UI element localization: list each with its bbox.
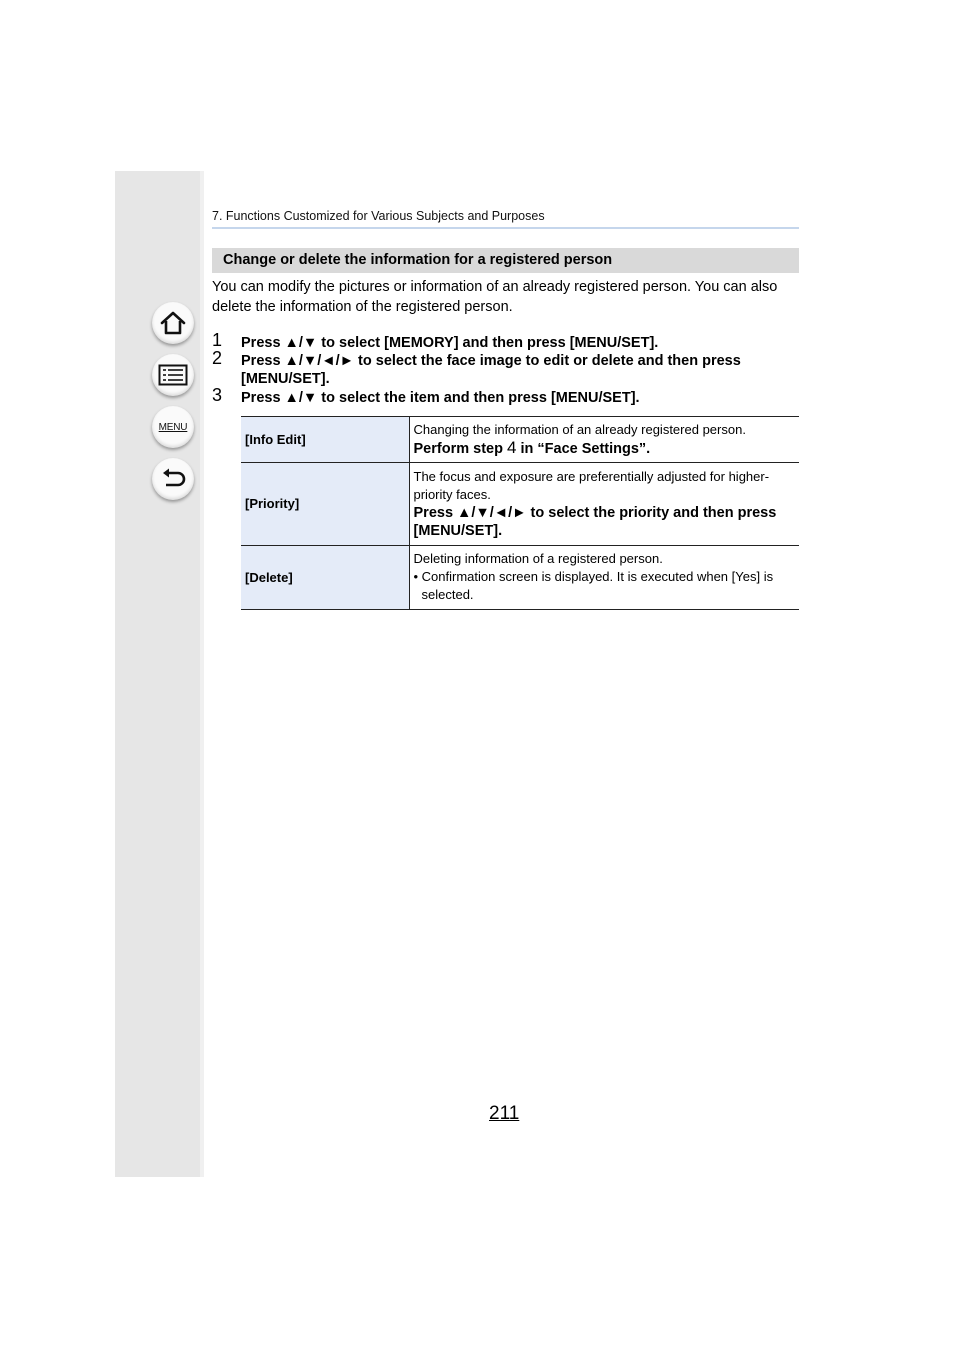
- note-bullet: • Confirmation screen is displayed. It is executed when [Yes] is selected.: [413, 569, 774, 602]
- list-icon: [158, 364, 188, 386]
- back-button[interactable]: [152, 458, 194, 500]
- table-row: [241, 463, 799, 546]
- description-text: Changing the information of an already registered person.: [413, 421, 746, 437]
- sidebar-edge: [200, 171, 204, 1177]
- step-text: Press ▲/▼ to select [MEMORY] and then press [MENU/SET].: [241, 335, 659, 351]
- option-name: [Priority]: [241, 463, 409, 546]
- home-button[interactable]: [152, 302, 194, 344]
- instruction-text: Press ▲/▼/◄/► to select the priority and then press [MENU/SET].: [413, 504, 777, 539]
- home-icon: [159, 310, 187, 336]
- table-row: [241, 546, 799, 610]
- menu-label: MENU: [158, 421, 188, 433]
- description-text: The focus and exposure are preferentially adjusted for higher-priority faces.: [413, 468, 770, 502]
- table-row: [241, 417, 799, 463]
- running-head: 7. Functions Customized for Various Subjects and Purposes: [212, 209, 799, 229]
- options-table: [241, 416, 799, 610]
- option-description: [409, 417, 799, 463]
- section-title: Change or delete the information for a registered person: [212, 248, 799, 273]
- step-text: Press ▲/▼ to select the item and then press [MENU/SET].: [241, 390, 640, 406]
- step-reference-number: 4: [506, 437, 517, 457]
- step-number: 1: [212, 330, 223, 350]
- instruction-prefix: Perform step: [413, 440, 507, 457]
- step-number: 2: [212, 348, 223, 368]
- instruction-suffix: in “Face Settings”.: [516, 440, 651, 457]
- instruction-text: [414, 439, 796, 458]
- option-description: [409, 546, 799, 610]
- option-name: [Delete]: [241, 546, 409, 610]
- step-text: Press ▲/▼/◄/► to select the face image to edit or delete and then press [MENU/SET].: [241, 353, 741, 387]
- contents-button[interactable]: [152, 354, 194, 396]
- step-number: 3: [212, 385, 223, 405]
- description-text: Deleting information of a registered person.: [413, 551, 663, 566]
- page-number: 211: [489, 1103, 520, 1124]
- menu-button[interactable]: [152, 406, 194, 448]
- option-name: [Info Edit]: [241, 417, 409, 463]
- option-description: [409, 463, 799, 546]
- return-icon: [159, 467, 187, 491]
- intro-paragraph: You can modify the pictures or information of an already registered person. You can also delete the information of the registered person.: [212, 279, 778, 315]
